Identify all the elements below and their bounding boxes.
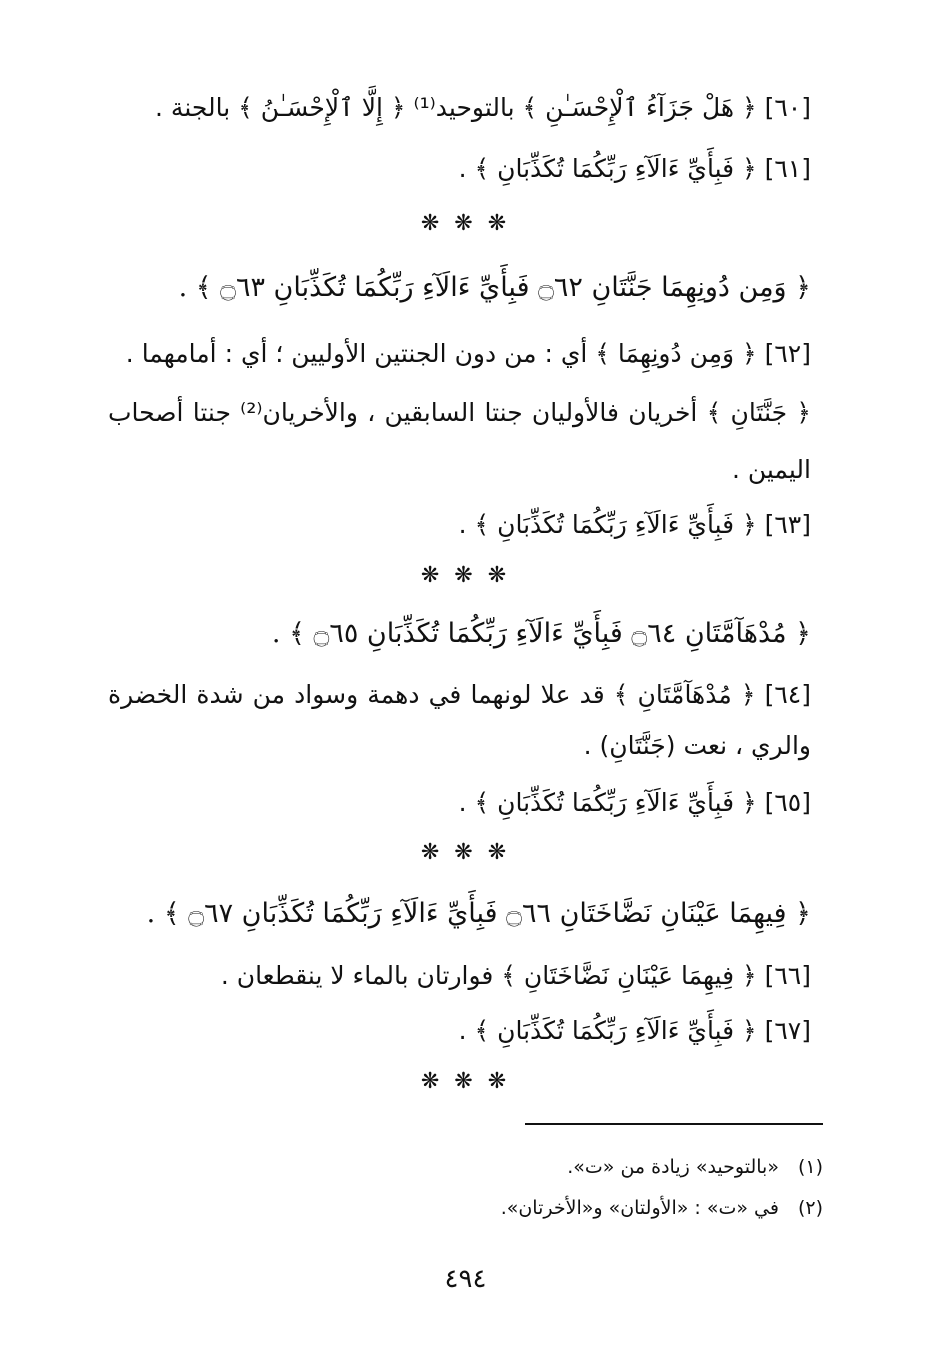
text-line-67: [٦٧] ﴿ فَبِأَيِّ ءَالَآءِ رَبِّكُمَا تُكَذِّبَانِ ﴾ . — [458, 1016, 811, 1045]
text-line-65: [٦٥] ﴿ فَبِأَيِّ ءَالَآءِ رَبِّكُمَا تُكَذِّبَانِ ﴾ . — [458, 788, 811, 817]
text-line-60: [٦٠] ﴿ هَلْ جَزَآءُ ٱلْإِحْسَـٰنِ ﴾ بالتوحيد⁽¹⁾ ﴿ إِلَّا ٱلْإِحْسَـٰنُ ﴾ بالجنة . — [155, 93, 811, 122]
footnote-number: (٢) — [797, 1197, 823, 1219]
footnote-text: «بالتوحيد» زيادة من «ت». — [567, 1156, 779, 1178]
page-number: ٤٩٤ — [444, 1264, 487, 1294]
text-line-jannatan: ﴿ جَنَّتَانِ ﴾ أخريان فالأوليان جنتا السابقين ، والأخريان⁽²⁾ جنتا أصحاب — [108, 398, 811, 427]
footnote-divider — [525, 1123, 823, 1125]
text-line-61: [٦١] ﴿ فَبِأَيِّ ءَالَآءِ رَبِّكُمَا تُكَذِّبَانِ ﴾ . — [458, 154, 811, 183]
section-separator: ❋ ❋ ❋ — [420, 840, 511, 865]
verse-line-62-63: ﴿ وَمِن دُونِهِمَا جَنَّتَانِ ۝٦٢ فَبِأَيِّ ءَالَآءِ رَبِّكُمَا تُكَذِّبَانِ ۝٦٣ ﴾ . — [178, 272, 811, 303]
section-separator: ❋ ❋ ❋ — [420, 1069, 511, 1094]
section-separator: ❋ ❋ ❋ — [420, 563, 511, 588]
section-separator: ❋ ❋ ❋ — [420, 211, 511, 236]
text-line-64: [٦٤] ﴿ مُدْهَآمَّتَانِ ﴾ قد علا لونهما في دهمة وسواد من شدة الخضرة — [108, 680, 811, 709]
text-line-66: [٦٦] ﴿ فِيهِمَا عَيْنَانِ نَضَّاخَتَانِ ﴾ فوارتان بالماء لا ينقطعان . — [220, 961, 811, 990]
footnote-1 — [567, 1152, 823, 1182]
footnote-text: في «ت» : «الأولتان» و«الأخرتان». — [500, 1197, 779, 1219]
text-line-63: [٦٣] ﴿ فَبِأَيِّ ءَالَآءِ رَبِّكُمَا تُكَذِّبَانِ ﴾ . — [458, 510, 811, 539]
text-line-62: [٦٢] ﴿ وَمِن دُونِهِمَا ﴾ أي : من دون الجنتين الأوليين ؛ أي : أمامهما . — [125, 339, 811, 368]
text-line-rayy: والري ، نعت (جَنَّتَانِ) . — [583, 731, 811, 760]
verse-line-64-65: ﴿ مُدْهَآمَّتَانِ ۝٦٤ فَبِأَيِّ ءَالَآءِ رَبِّكُمَا تُكَذِّبَانِ ۝٦٥ ﴾ . — [271, 618, 811, 649]
footnote-number: (١) — [797, 1156, 823, 1178]
verse-line-66-67: ﴿ فِيهِمَا عَيْنَانِ نَضَّاخَتَانِ ۝٦٦ فَبِأَيِّ ءَالَآءِ رَبِّكُمَا تُكَذِّبَانِ ۝٦٧ ﴾ . — [146, 898, 811, 929]
text-line-yamin: اليمين . — [731, 455, 811, 484]
footnote-2 — [501, 1193, 823, 1223]
